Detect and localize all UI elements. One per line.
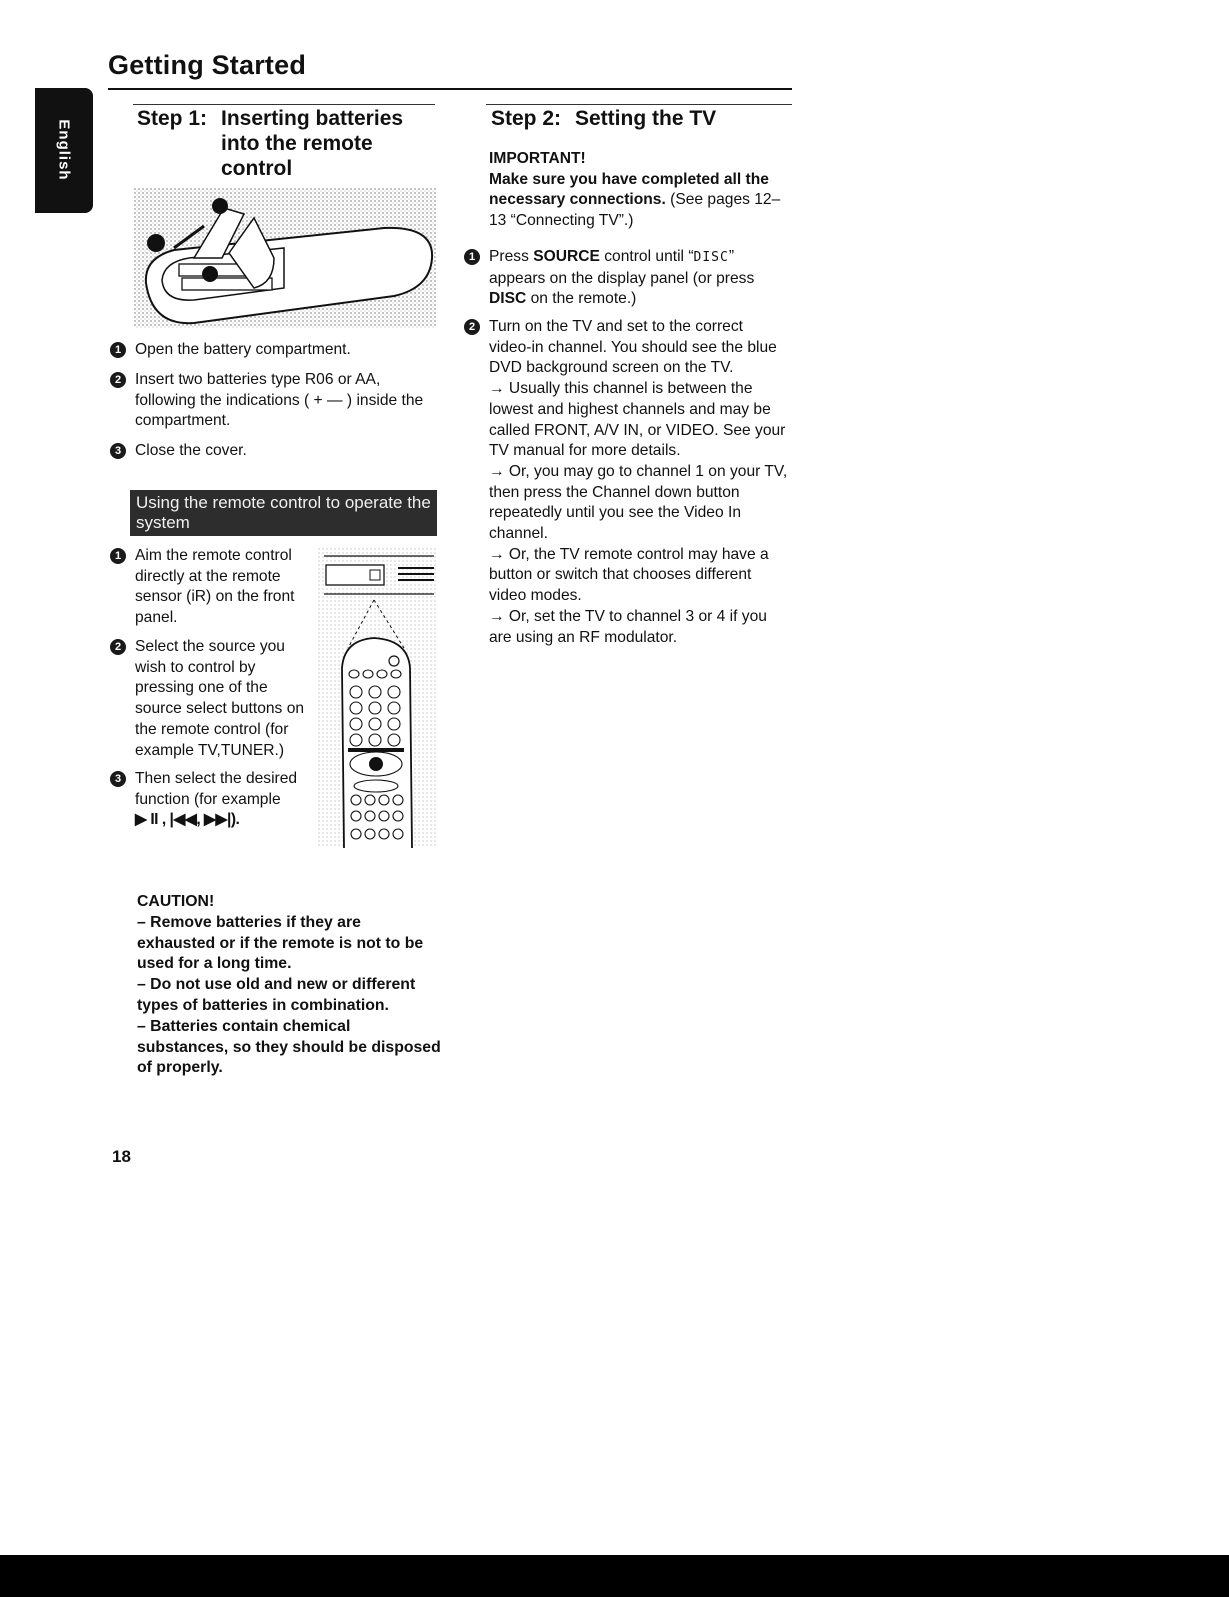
scan-border-bar <box>0 1555 1229 1597</box>
step1-heading <box>137 106 437 180</box>
remote-item-3 <box>114 769 317 831</box>
bullet-number-2: 2 <box>464 319 480 335</box>
bullet-number-3: 3 <box>110 771 126 787</box>
step1-item-3 <box>114 441 440 462</box>
disc-label: DISC <box>489 290 527 308</box>
source-label: SOURCE <box>533 248 600 265</box>
language-tab-label: English <box>55 119 73 181</box>
remote-item-2 <box>114 637 317 761</box>
lcd-disc-text: DISC <box>693 250 729 265</box>
remote-item-3-text: Then select the desired function (for example <box>135 770 298 808</box>
function-symbols: ▶ II , |◀◀, ▶▶|). <box>135 811 240 829</box>
battery-insertion-illustration <box>134 188 436 328</box>
bullet-number-2: 2 <box>110 639 126 655</box>
step2-title: Setting the TV <box>575 107 717 130</box>
step2-item-1-text-c: ” appears on the display panel (or press <box>489 248 755 287</box>
step1-item-2-text: Insert two batteries type R06 or AA, following the indications ( + — ) inside the compartment. <box>135 371 424 430</box>
battery-illustration-svg <box>134 188 436 328</box>
remote-control-banner: Using the remote control to operate the system <box>130 490 437 536</box>
step1-divider <box>133 104 435 105</box>
language-tab <box>35 88 93 213</box>
title-divider <box>108 88 792 90</box>
bullet-number-2: 2 <box>110 372 126 388</box>
step2-heading <box>491 106 791 131</box>
caution-line-3: – Batteries contain chemical substances, so they should be disposed of properly. <box>137 1017 441 1077</box>
bullet-number-1: 1 <box>110 548 126 564</box>
step2-note-4: → Or, set the TV to channel 3 or 4 if you are using an RF modulator. <box>489 607 767 646</box>
step1-item-3-text: Close the cover. <box>135 442 247 459</box>
step2-note-1: → Usually this channel is between the lowest and highest channels and may be called FRONT, A/V IN, or VIDEO. See your TV manual for more details. <box>489 380 786 460</box>
important-block <box>489 149 794 232</box>
step2-number: Step 2: <box>491 107 562 130</box>
page-number: 18 <box>112 1147 131 1166</box>
step2-note-3: → Or, the TV remote control may have a button or switch that chooses different video modes. <box>489 545 769 605</box>
important-reference: (See pages 12–13 “Connecting TV”.) <box>489 191 781 230</box>
caution-heading: CAUTION! <box>137 893 215 910</box>
important-heading: IMPORTANT! <box>489 150 586 167</box>
remote-illustration-svg <box>318 548 438 848</box>
step2-item-2-text: Turn on the TV and set to the correct video-in channel. You should see the blue DVD background screen on the TV. <box>489 318 777 377</box>
step2-item-2 <box>468 317 789 648</box>
page-title: Getting Started <box>108 50 307 80</box>
step2-item-1-text-b: control until “ <box>599 248 694 265</box>
step2-item-1-text-a: Press <box>489 248 534 265</box>
step1-number: Step 1: <box>137 107 208 130</box>
bullet-number-3: 3 <box>110 443 126 459</box>
remote-control-illustration <box>318 548 438 848</box>
remote-item-2-text: Select the source you wish to control by pressing one of the source select buttons on the remote control (for example TV,TUNER.) <box>135 638 305 759</box>
step1-item-1-text: Open the battery compartment. <box>135 341 351 358</box>
remote-item-1-text: Aim the remote control directly at the remote sensor (iR) on the front panel. <box>135 547 295 627</box>
step1-title: Inserting batteries into the remote control <box>221 107 404 180</box>
important-text: Make sure you have completed all the necessary connections. <box>489 170 769 209</box>
step1-item-2 <box>114 370 425 432</box>
remote-item-1 <box>114 546 317 629</box>
step2-note-2: → Or, you may go to channel 1 on your TV, then press the Channel down button repeatedly until you see the Video In channel. <box>489 462 788 543</box>
caution-line-2: – Do not use old and new or different types of batteries in combination. <box>137 976 416 1014</box>
bullet-number-1: 1 <box>464 249 480 265</box>
bullet-number-1: 1 <box>110 342 126 358</box>
step2-item-1-text-d: on the remote.) <box>526 290 637 308</box>
caution-line-1: – Remove batteries if they are exhausted or if the remote is not to be used for a long time. <box>137 913 424 973</box>
step2-item-1 <box>468 247 789 310</box>
step1-item-1 <box>114 340 440 361</box>
caution-block <box>137 892 442 1079</box>
step2-divider <box>486 104 792 105</box>
